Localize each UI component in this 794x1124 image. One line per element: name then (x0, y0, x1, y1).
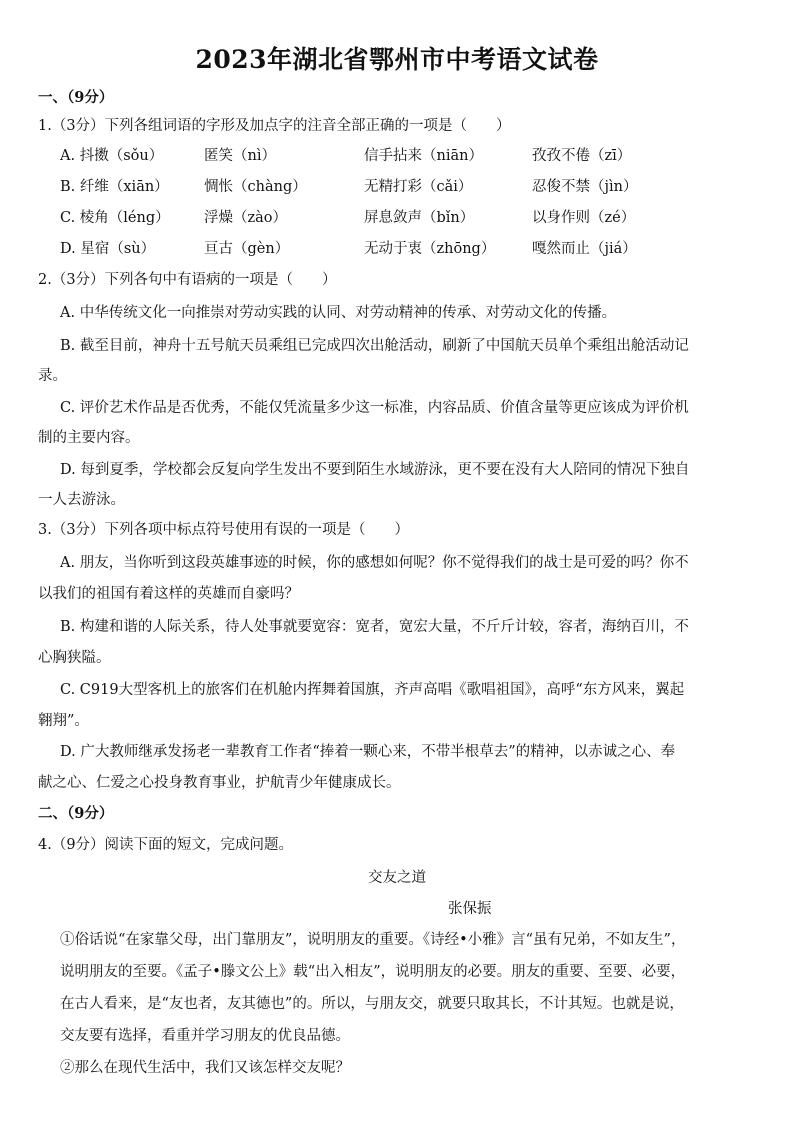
q1-option-c-word2: 浮燥（zào） (204, 210, 288, 226)
q3-option-c-line1: C. C919大型客机上的旅客们在机舱内挥舞着国旗，齐声高唱《歌唱祖国》，高呼“东方风来，翼起 (60, 682, 685, 698)
q3-option-c-line2: 翱翔”。 (38, 713, 89, 729)
section-1-heading: 一、（9分） (38, 89, 114, 106)
q3-option-d-line1: D. 广大教师继承发扬老一辈教育工作者“捧着一颗心来，不带半根草去”的精神，以赤诚之心、奉 (60, 744, 676, 760)
q1-option-d-word3: 无动于衷（zhōng） (364, 241, 496, 257)
q2-option-a: A. 中华传统文化一向推崇对劳动实践的认同、对劳动精神的传承、对劳动文化的传播。 (60, 305, 617, 321)
q2-option-c-line1: C. 评价艺术作品是否优秀，不能仅凭流量多少这一标准，内容品质、价值含量等更应该成为评价机 (60, 400, 689, 416)
article-paragraph-1-line4: 交友要有选择，看重并学习朋友的优良品德。 (60, 1028, 350, 1044)
article-paragraph-2: ②那么在现代生活中，我们又该怎样交友呢？ (60, 1060, 350, 1076)
q3-option-a-line2: 以我们的祖国有着这样的英雄而自豪吗？ (38, 586, 299, 602)
q3-option-b-line2: 心胸狭隘。 (38, 650, 111, 666)
q1-option-a-word2: 匿笑（nì） (204, 148, 276, 164)
article-author: 张保振 (448, 901, 492, 917)
page-title: 2023年湖北省鄂州市中考语文试卷 (195, 45, 599, 74)
q2-option-d-line2: 一人去游泳。 (38, 492, 125, 508)
q1-option-c-word3: 屏息敛声（bǐn） (364, 210, 475, 226)
q3-option-b-line1: B. 构建和谐的人际关系，待人处事就要宽容：宽者，宽宏大量，不斤斤计较，容者，海纳百川，不 (60, 619, 689, 635)
q1-option-b-word4: 忍俊不禁（jìn） (532, 179, 638, 195)
q1-option-c-word4: 以身作则（zé） (532, 210, 636, 226)
q3-option-d-line2: 献之心、仁爱之心投身教育事业，护航青少年健康成长。 (38, 775, 401, 791)
q1-option-a-word3: 信手拈来（niān） (364, 148, 483, 164)
section-2-heading: 二、（9分） (38, 805, 114, 822)
question-2-stem: 2.（3分）下列各句中有语病的一项是（ ） (38, 272, 337, 288)
article-paragraph-1-line3: 在古人看来，是“友也者，友其德也”的。所以，与朋友交，就要只取其长，不计其短。也就是说， (60, 996, 684, 1012)
question-4-stem: 4.（9分）阅读下面的短文，完成问题。 (38, 837, 294, 853)
q2-option-b-line1: B. 截至目前，神舟十五号航天员乘组已完成四次出舱活动，刷新了中国航天员单个乘组出舱活动记 (60, 338, 689, 354)
q1-option-a-word4: 孜孜不倦（zī） (532, 148, 632, 164)
q2-option-c-line2: 制的主要内容。 (38, 430, 140, 446)
article-paragraph-1-line1: ①俗话说“在家靠父母，出门靠朋友”，说明朋友的重要。《诗经•小雅》言“虽有兄弟，不如友生”， (60, 932, 686, 948)
q1-option-b-word1: B. 纤维（xiān） (60, 179, 169, 195)
q3-option-a-line1: A. 朋友，当你听到这段英雄事迹的时候，你的感想如何呢？你不觉得我们的战士是可爱的吗？你不 (60, 555, 689, 571)
q1-option-d-word4: 嘎然而止（jiá） (532, 241, 637, 257)
q2-option-b-line2: 录。 (38, 368, 67, 384)
q1-option-d-word1: D. 星宿（sù） (60, 241, 156, 257)
q1-option-b-word2: 惆怅（chàng） (204, 179, 307, 195)
q1-option-d-word2: 亘古（gèn） (204, 241, 290, 257)
q1-option-a-word1: A. 抖擞（sǒu） (60, 148, 164, 164)
q1-option-c-word1: C. 棱角（léng） (60, 210, 170, 226)
q1-option-b-word3: 无精打彩（cǎi） (364, 179, 473, 195)
q2-option-d-line1: D. 每到夏季，学校都会反复向学生发出不要到陌生水域游泳，更不要在没有大人陪同的情况下独自 (60, 462, 690, 478)
question-1-stem: 1.（3分）下列各组词语的字形及加点字的注音全部正确的一项是（ ） (38, 118, 511, 134)
article-paragraph-1-line2: 说明朋友的至要。《孟子•滕文公上》载“出入相友”，说明朋友的必要。朋友的重要、至要、必要， (60, 964, 686, 980)
article-title: 交友之道 (368, 870, 426, 886)
question-3-stem: 3.（3分）下列各项中标点符号使用有误的一项是（ ） (38, 522, 410, 538)
